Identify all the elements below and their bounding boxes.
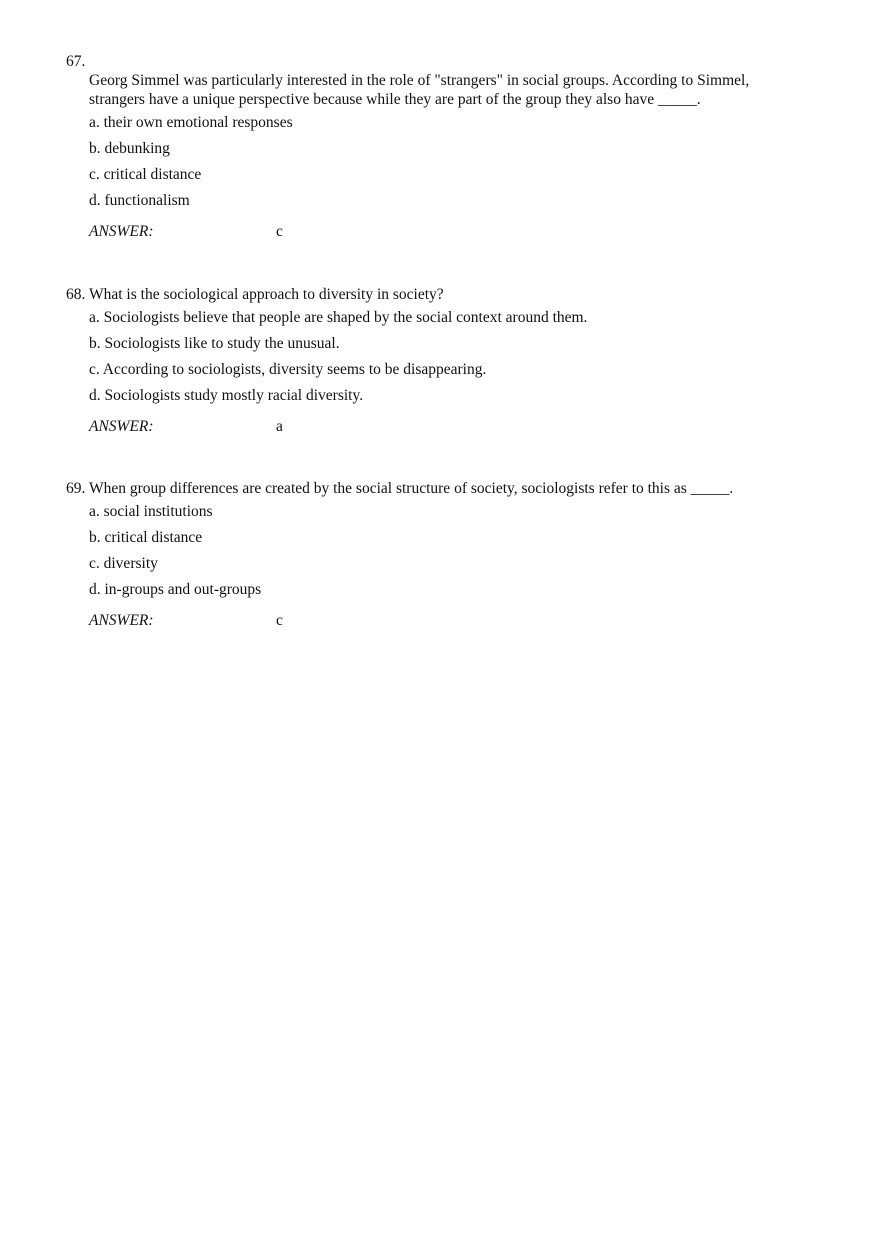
- option-a: a. their own emotional responses: [89, 114, 293, 131]
- answer-value: c: [276, 223, 283, 240]
- answer-options: [89, 502, 786, 606]
- option-c: c. critical distance: [89, 166, 202, 183]
- question-stem: When group differences are created by the social structure of society, sociologists refer to this as _____.: [88, 480, 734, 497]
- answer-row: [89, 417, 786, 437]
- question-line: [66, 479, 786, 498]
- answer-value: c: [276, 612, 283, 629]
- question-stem: What is the sociological approach to diversity in society?: [88, 286, 444, 303]
- answer-label: ANSWER:: [89, 223, 154, 240]
- option-b: b. debunking: [89, 140, 170, 157]
- answer-row: [89, 611, 786, 631]
- question-68: [66, 285, 786, 437]
- question-69: [66, 479, 786, 631]
- option-d: d. Sociologists study mostly racial diversity.: [89, 387, 364, 404]
- option-b: b. Sociologists like to study the unusual.: [89, 335, 340, 352]
- answer-value: a: [276, 418, 283, 435]
- answer-label: ANSWER:: [89, 418, 154, 435]
- option-d: d. in-groups and out-groups: [89, 581, 262, 598]
- question-number: 67.: [66, 53, 86, 70]
- question-stem-line: strangers have a unique perspective because while they are part of the group they also have _____.: [89, 91, 701, 108]
- question-number: 68.: [66, 286, 86, 303]
- answer-label: ANSWER:: [89, 612, 154, 629]
- option-c: c. According to sociologists, diversity seems to be disappearing.: [89, 361, 487, 378]
- option-c: c. diversity: [89, 555, 158, 572]
- question-stem-line: Georg Simmel was particularly interested in the role of "strangers" in social groups. According to Simmel,: [89, 72, 750, 89]
- option-a: a. social institutions: [89, 503, 213, 520]
- question-number: 69.: [66, 480, 86, 497]
- answer-options: [89, 113, 786, 217]
- question-67: [66, 52, 786, 242]
- question-stem: [89, 71, 786, 109]
- answer-row: [89, 222, 786, 242]
- question-line: [66, 285, 786, 304]
- option-a: a. Sociologists believe that people are shaped by the social context around them.: [89, 309, 588, 326]
- option-b: b. critical distance: [89, 529, 203, 546]
- option-d: d. functionalism: [89, 192, 190, 209]
- answer-options: [89, 308, 786, 412]
